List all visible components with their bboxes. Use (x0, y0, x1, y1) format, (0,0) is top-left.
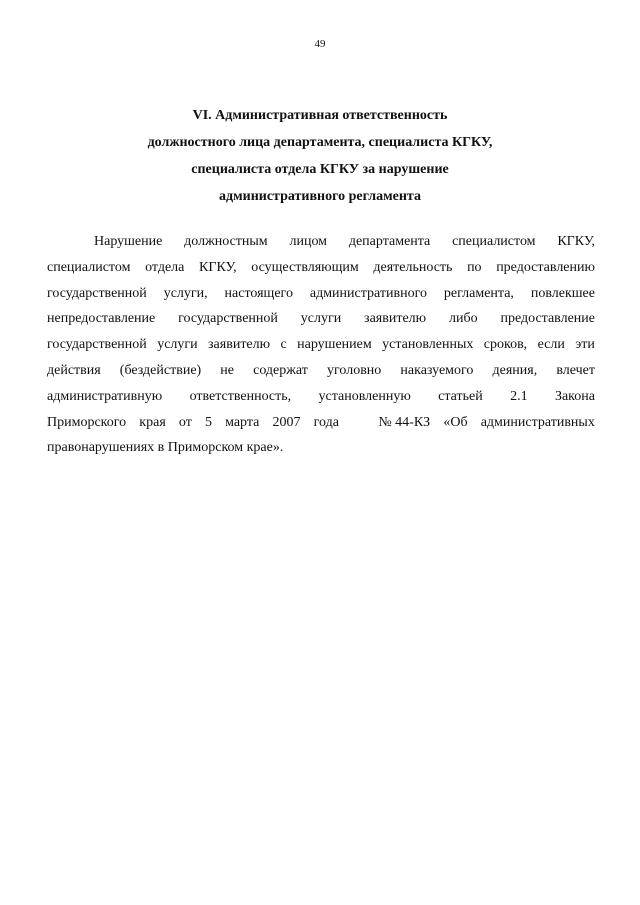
word: уголовно (327, 362, 382, 378)
word: содержат (253, 362, 308, 378)
page-number: 49 (314, 38, 326, 50)
paragraph-line (47, 255, 595, 281)
paragraph-line (47, 435, 595, 461)
word: повлекшее (530, 285, 595, 301)
word: государственной (178, 311, 278, 327)
word: отдела (145, 259, 185, 275)
heading-line: административного регламента (219, 189, 421, 204)
paragraph-line (47, 281, 595, 307)
word: деятельность (373, 259, 453, 275)
word: (бездействие) (119, 362, 202, 378)
word: осуществляющим (251, 259, 359, 275)
word: услуги (157, 337, 198, 353)
word: КГКУ, (199, 259, 237, 275)
word: 2.1 (510, 388, 528, 404)
word: ответственность, (189, 388, 292, 404)
paragraph-line (47, 306, 595, 332)
word: заявителю (364, 311, 427, 327)
word: не (220, 362, 235, 378)
word: государственной (47, 337, 147, 353)
heading-line: VI. Административная ответственность (192, 108, 448, 123)
word: услуги (300, 311, 342, 327)
word: Закона (554, 388, 595, 404)
word: по (467, 259, 482, 275)
word: № 44-КЗ (378, 414, 431, 430)
paragraph-line (47, 384, 595, 410)
paragraph-line (47, 332, 595, 358)
word: марта (225, 414, 260, 430)
word: либо (448, 311, 478, 327)
word: административного (309, 285, 427, 301)
word: наказуемого (400, 362, 474, 378)
word: правонарушениях в Приморском крае». (47, 440, 284, 456)
word: административных (480, 414, 595, 430)
word: настоящего (224, 285, 293, 301)
word: услуги, (163, 285, 208, 301)
word: от (178, 414, 192, 430)
word: регламента, (443, 285, 514, 301)
word: 2007 (272, 414, 301, 430)
word: сроков, (483, 337, 528, 353)
word: действия (47, 362, 101, 378)
word: должностным (184, 234, 268, 249)
word: Нарушение (94, 234, 163, 249)
word: Приморского (47, 414, 127, 430)
heading-line: специалиста отдела КГКУ за нарушение (191, 162, 449, 177)
word: края (139, 414, 166, 430)
word: «Об (443, 414, 468, 430)
word: года (313, 414, 339, 430)
word: специалистом (452, 234, 536, 249)
word: установленную (318, 388, 411, 404)
paragraph-line (47, 410, 595, 436)
word: департамента (348, 234, 431, 249)
word: специалистом (47, 259, 131, 275)
section-heading (0, 102, 640, 210)
word: деяния, (492, 362, 538, 378)
word: влечет (556, 362, 595, 378)
word: предоставление (500, 311, 595, 327)
word: если (537, 337, 565, 353)
word: КГКУ, (557, 234, 595, 249)
word: эти (575, 337, 595, 353)
heading-line: должностного лица департамента, специалиста КГКУ, (147, 135, 493, 150)
word: лицом (289, 234, 328, 249)
word: установленных (382, 337, 474, 353)
word: статьей (438, 388, 483, 404)
paragraph-line (47, 229, 595, 255)
body-paragraph (47, 229, 595, 461)
word: непредоставление (47, 311, 156, 327)
word: с (280, 337, 287, 353)
word: нарушением (297, 337, 372, 353)
word: государственной (47, 285, 147, 301)
word: предоставлению (496, 259, 595, 275)
word: 5 (204, 414, 212, 430)
paragraph-line (47, 358, 595, 384)
word: административную (47, 388, 163, 404)
word: заявителю (208, 337, 271, 353)
